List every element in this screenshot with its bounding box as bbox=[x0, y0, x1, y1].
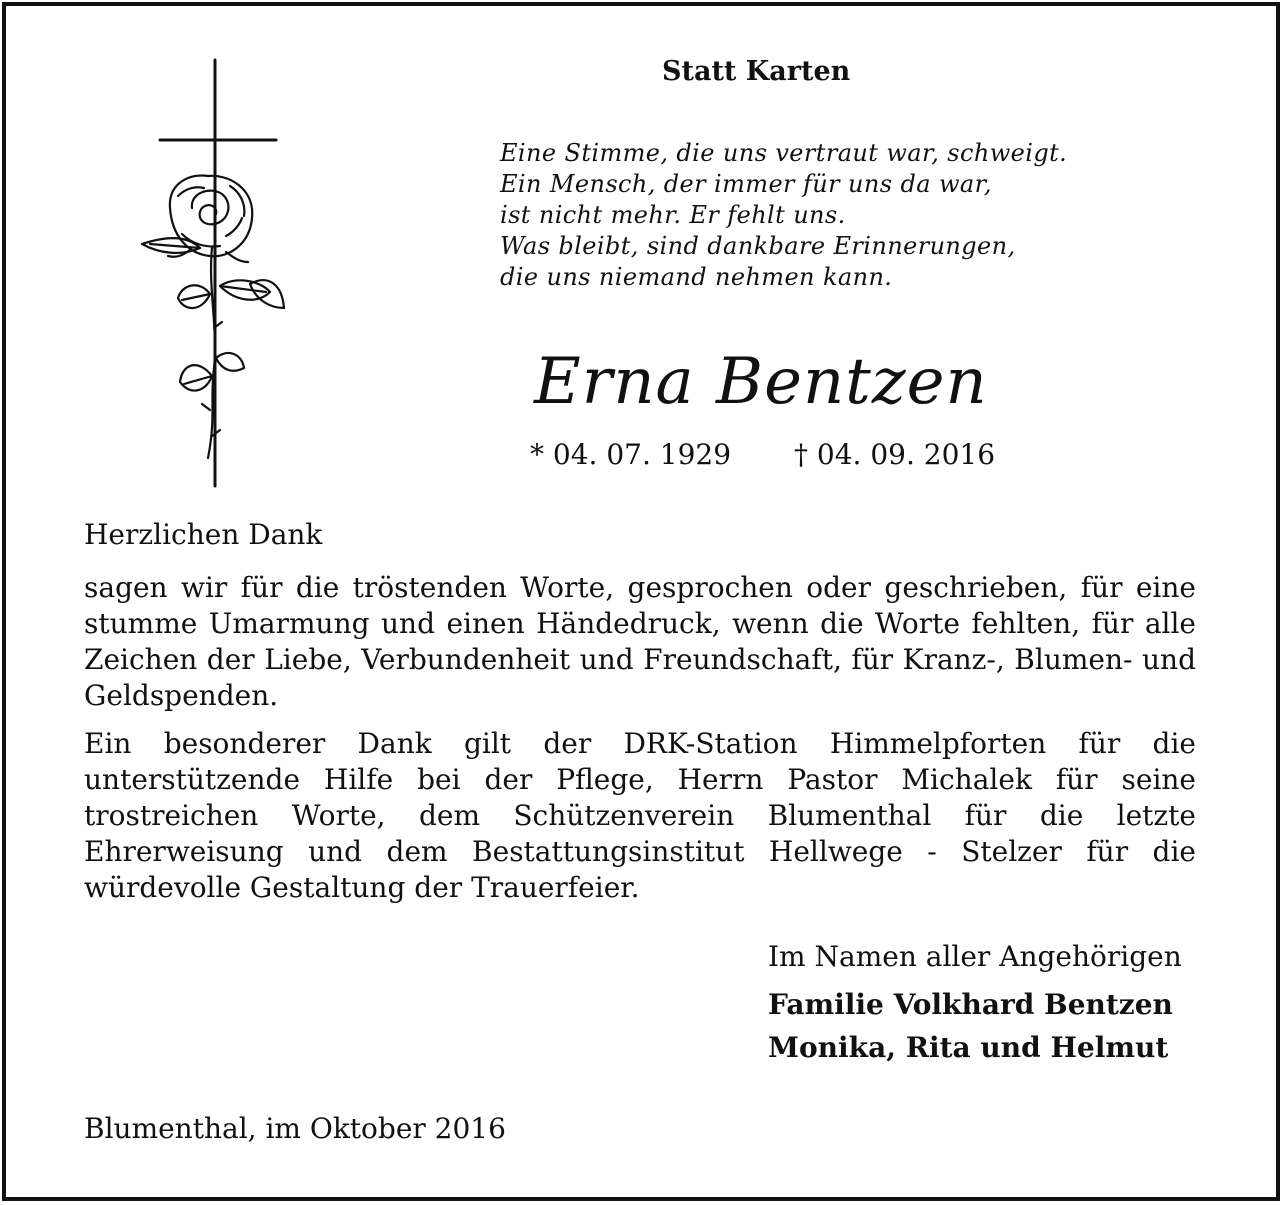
special-thanks-paragraph: Ein besonderer Dank gilt der DRK-Station Himmelpforten für die unterstützende Hilfe bei der Pflege, Herrn Pastor Michalek für seine trostreichen Worte, dem Schützenverein Blumenthal für die letzte Ehrerweisung und dem Bestattungsinstitut Hellwege - Stelzer für die würdevolle Gestaltung der Trauerfeier. bbox=[84, 727, 1196, 904]
signature-names: Monika, Rita und Helmut bbox=[768, 1031, 1169, 1064]
thanks-heading: Herzlichen Dank bbox=[84, 518, 323, 551]
signature-intro: Im Namen aller Angehörigen bbox=[768, 940, 1182, 973]
poem-line: die uns niemand nehmen kann. bbox=[500, 263, 893, 291]
notice-header: Statt Karten bbox=[662, 56, 851, 87]
cross-with-rose-icon bbox=[130, 58, 300, 498]
poem-line: Eine Stimme, die uns vertraut war, schweigt. bbox=[500, 139, 1068, 167]
poem bbox=[500, 138, 1067, 293]
signature-family: Familie Volkhard Bentzen bbox=[768, 988, 1173, 1021]
death-date: † 04. 09. 2016 bbox=[794, 438, 996, 471]
poem-line: Was bleibt, sind dankbare Erinnerungen, bbox=[500, 232, 1016, 260]
deceased-name: Erna Bentzen bbox=[534, 345, 988, 419]
poem-line: Ein Mensch, der immer für uns da war, bbox=[500, 170, 992, 198]
birth-date: * 04. 07. 1929 bbox=[530, 438, 732, 471]
poem-line: ist nicht mehr. Er fehlt uns. bbox=[500, 201, 846, 229]
thanks-paragraph: sagen wir für die tröstenden Worte, gesprochen oder geschrieben, für eine stumme Umarmung und einen Händedruck, wenn die Worte fehlten, für alle Zeichen der Liebe, Verbundenheit und Freundschaft, für Kranz-, Blumen- und Geldspenden. bbox=[84, 571, 1196, 712]
place-date: Blumenthal, im Oktober 2016 bbox=[84, 1112, 506, 1145]
